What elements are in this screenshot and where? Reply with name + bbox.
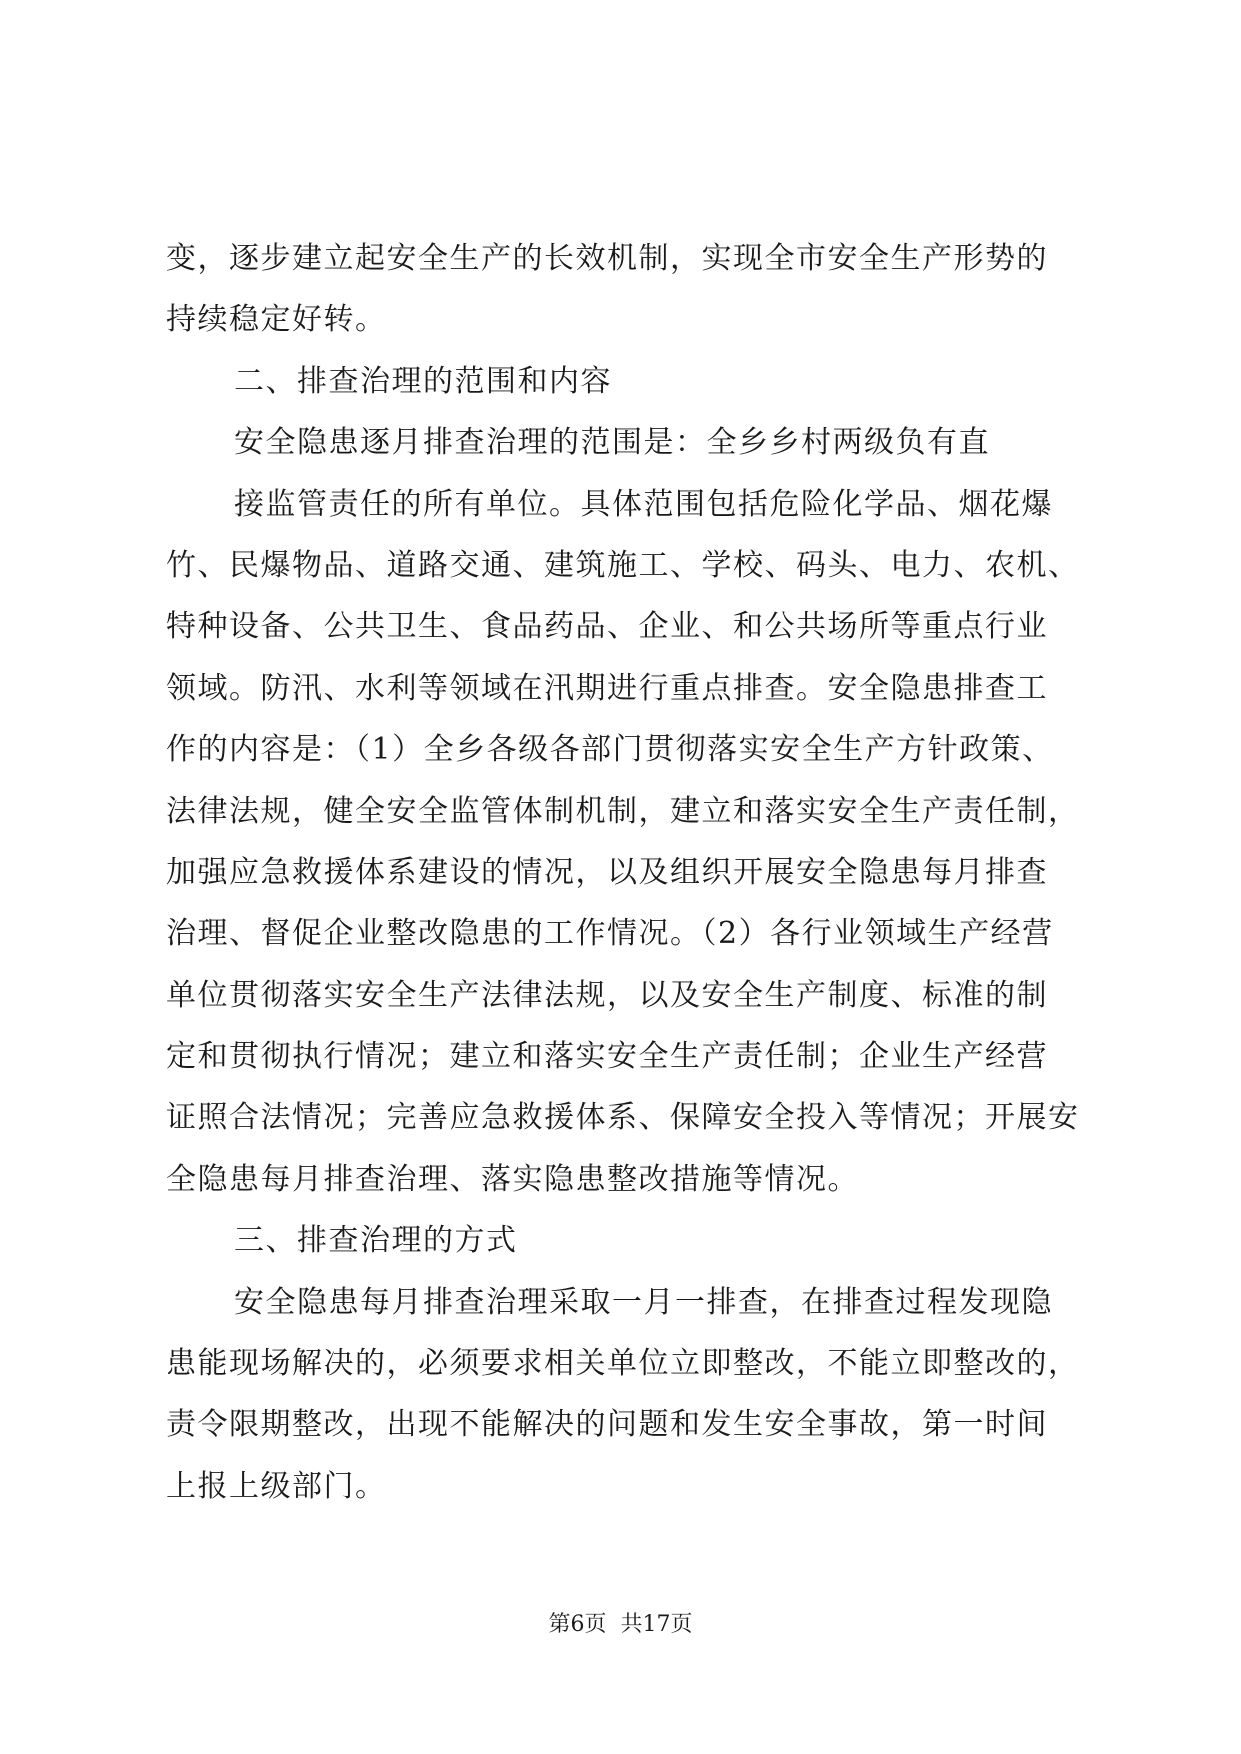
document-body xyxy=(166,228,1086,1517)
body-line: 责令限期整改，出现不能解决的问题和发生安全事故，第一时间 xyxy=(166,1407,1048,1443)
body-line: 接监管责任的所有单位。具体范围包括危险化学品、烟花爆 xyxy=(234,486,1053,522)
body-line: 证照合法情况；完善应急救援体系、保障安全投入等情况；开展安 xyxy=(166,1100,1080,1136)
body-line: 领域。防汛、水利等领域在汛期进行重点排查。安全隐患排查工 xyxy=(166,670,1048,706)
body-line: 治理、督促企业整改隐患的工作情况。（2）各行业领域生产经营 xyxy=(166,916,1054,952)
paragraph-start: 安全隐患每月排查治理采取一月一排查，在排查过程发现隐 xyxy=(234,1284,1053,1320)
body-line: 法律法规，健全安全监管体制机制，建立和落实安全生产责任制， xyxy=(166,793,1080,829)
body-line: 上报上级部门。 xyxy=(166,1468,387,1504)
section-heading-2: 二、排查治理的范围和内容 xyxy=(234,363,612,399)
paragraph-start: 安全隐患逐月排查治理的范围是：全乡乡村两级负有直 xyxy=(234,425,990,461)
section-heading-3: 三、排查治理的方式 xyxy=(234,1223,518,1259)
body-line: 变，逐步建立起安全生产的长效机制，实现全市安全生产形势的 xyxy=(166,241,1048,276)
page-footer xyxy=(0,1610,1241,1640)
body-line: 特种设备、公共卫生、食品药品、企业、和公共场所等重点行业 xyxy=(166,609,1048,645)
body-line: 单位贯彻落实安全生产法律法规，以及安全生产制度、标准的制 xyxy=(166,977,1048,1013)
body-line: 定和贯彻执行情况；建立和落实安全生产责任制；企业生产经营 xyxy=(166,1039,1048,1075)
body-line: 竹、民爆物品、道路交通、建筑施工、学校、码头、电力、农机、 xyxy=(166,547,1080,583)
body-line: 患能现场解决的，必须要求相关单位立即整改，不能立即整改的， xyxy=(166,1346,1080,1382)
body-line: 持续稳定好转。 xyxy=(166,302,387,338)
body-line: 作的内容是：（1）全乡各级各部门贯彻落实安全生产方针政策、 xyxy=(166,732,1054,768)
page-number: 第6页 xyxy=(548,1612,607,1637)
page-total: 共17页 xyxy=(620,1612,693,1637)
body-line: 全隐患每月排查治理、落实隐患整改措施等情况。 xyxy=(166,1161,859,1197)
body-line: 加强应急救援体系建设的情况，以及组织开展安全隐患每月排查 xyxy=(166,854,1048,890)
